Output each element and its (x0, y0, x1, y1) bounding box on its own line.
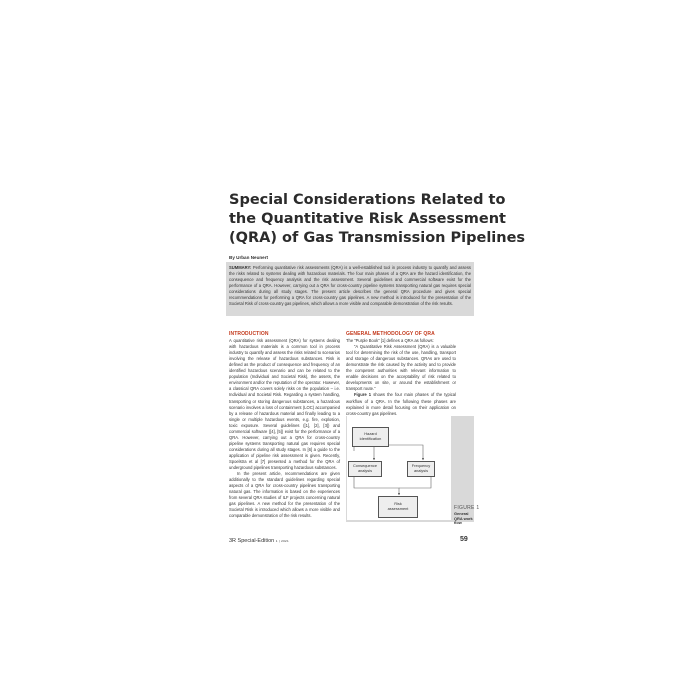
box-risk-line-1: Risk (394, 501, 402, 507)
arrow-to-consequence (354, 445, 374, 460)
box-hazard-line-1: Hazard (364, 431, 377, 437)
journal-issue: 1 | 2021 (275, 539, 289, 543)
title-line-2: the Quantitative Risk Assessment (229, 211, 506, 227)
box-frequency-line-1: Frequency (411, 463, 431, 469)
author-byline: By Urban Neunert (229, 255, 269, 260)
introduction-heading: INTRODUCTION (229, 331, 269, 337)
intro-paragraph-2: In the present article, recommendations are given additionally to the standard guidelines regarding special aspects of a QRA for cross-country pipelines transporting natural gas. The information is based on the experiences from several QRA studies of ILF projects concerning natural gas pipelines. A new method for the presentation of the Societal Risk is introduced which allows a more visible and comparable demonstration of the risk results. (229, 471, 340, 519)
arrow-consequence-to-risk (354, 477, 399, 495)
box-frequency-analysis (407, 461, 435, 477)
box-risk-line-2: assessment (387, 506, 409, 511)
summary-text: Performing quantitative risk assessments (QRA) is a well-established tool in process industry to quantify and assess the risks related to systems dealing with hazardous materials. The four main phases of a QRA are the hazard identification, the consequence and frequency analysis and the risk assessment. Several guidelines and commercial software exist for the performance of a QRA. However, carrying out a QRA for cross-country pipeline systems transporting natural gas requires special considerations during all study stages. The present article describes the general QRA procedure and gives special recommendations for performing a QRA for cross-country gas pipelines. A new method is introduced for the presentation of the Societal Risk of cross-country gas pipelines, which allows a more visible and comparable demonstration of the risk results. (229, 265, 472, 307)
journal-footer (229, 538, 289, 544)
box-hazard-identification (352, 427, 389, 447)
method-paragraph-3-text: shows the four main phases of the typical workflow of a QRA. In the following these phases are explained in more detail focusing on their application on cross-country gas pipelines. (346, 392, 457, 416)
arrow-to-frequency (389, 445, 423, 460)
methodology-heading: GENERAL METHODOLOGY OF QRA (346, 331, 435, 337)
box-consequence-line-1: Consequence (352, 463, 377, 469)
figure-label: FIGURE 1 (454, 505, 480, 511)
method-paragraph-1: The “Purple Book” [1] defines a QRA as follows: (346, 338, 434, 344)
figure-caption: General QRA work flow (454, 511, 473, 526)
summary-lead: SUMMARY: (229, 265, 252, 270)
summary-box (226, 262, 474, 316)
title-line-3: (QRA) of Gas Transmission Pipelines (229, 230, 526, 246)
method-paragraph-2: “A Quantitative Risk Assessment (QRA) is a valuable tool for determining the risk of the use, handling, transport and storage of dangerous substances. QRAs are used to demonstrate the risk caused by the activity and to provide the competent authorities with relevant information to enable decisions on the acceptability of risk related to developments on site, or around the establishment or transport route.” (346, 344, 456, 392)
box-risk-assessment (378, 496, 418, 518)
box-consequence-analysis (348, 461, 382, 477)
right-column (346, 331, 456, 417)
title-line-1: Special Considerations Related to (229, 192, 506, 208)
intro-paragraph-1: A quantitative risk assessment (QRA) for systems dealing with hazardous materials is a common tool in process industry to quantify and assess the risks related to scenarios involving the release of hazardous substances. Risk is defined as the product of consequence and frequency of an identified hazardous scenario and can be related to the population (Individual and Societal Risk), the assets, the environment and/or the reputation of the operator. However, a classical QRA covers solely risks on the population – i.e. Individual and Societal Risk. Regarding a system handling, transporting or storing dangerous substances, a hazardous scenario involves a loss of containment (LOC) accompanied by a release of hazardous material and finally leading to a single or multiple hazardous events, e.g. fire, explosion, toxic exposure. Several guidelines ([1], [2], [3]) and commercial software ([4], [5]) exist for the performance of a QRA. However, carrying out a QRA for cross-country pipeline systems transporting natural gas requires special considerations during all study stages. In [6] a guide to the application of pipeline risk assessment is given. Recently, Spoelstra et al [7] presented a method for the QRA of underground pipelines transporting hazardous substances. (229, 338, 340, 471)
page-number: 59 (460, 536, 468, 543)
article-title (229, 191, 529, 248)
box-hazard-line-2: identification (359, 436, 382, 441)
journal-name: 3R Special-Edition (229, 538, 275, 544)
box-frequency-line-2: analysis (413, 468, 429, 473)
method-paragraph-3 (346, 392, 456, 416)
left-column (229, 331, 340, 519)
qra-workflow-diagram (347, 416, 451, 520)
figure-reference: Figure 1 (354, 392, 372, 398)
box-consequence-line-2: analysis (357, 468, 373, 473)
arrow-frequency-to-risk (399, 477, 431, 488)
